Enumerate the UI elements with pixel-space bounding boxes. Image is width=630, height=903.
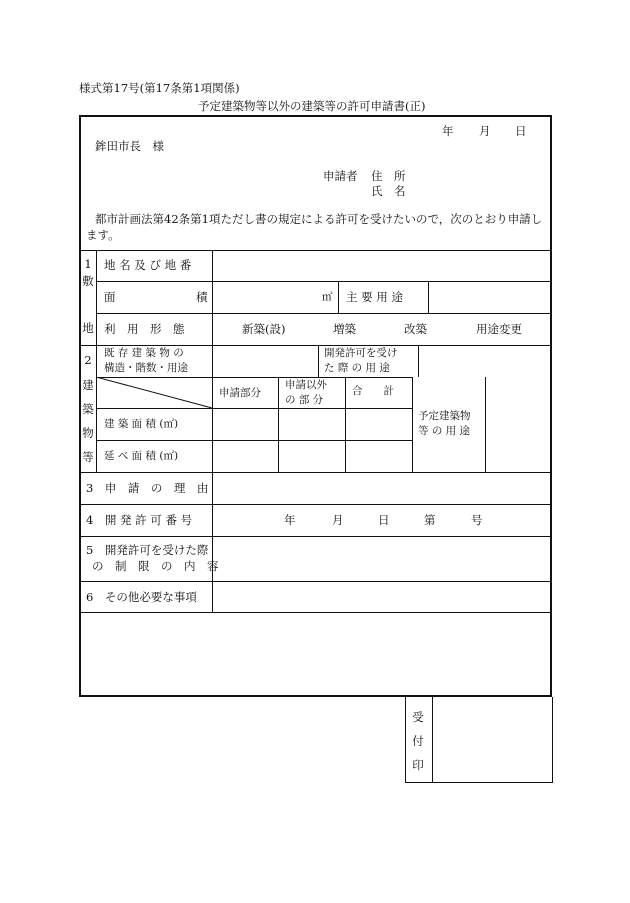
applicant-name-label: 氏 名 xyxy=(371,184,406,198)
rule-row6 xyxy=(80,581,552,582)
rule-building-3 xyxy=(96,440,413,441)
rule-vert-col4 xyxy=(412,377,413,472)
date-month: 月 xyxy=(479,124,491,138)
planned-use-1: 予定建築物 xyxy=(418,410,471,422)
use-option-new: 新築(設) xyxy=(242,322,286,336)
permit-number-label: 4 開 発 許 可 番 号 xyxy=(86,513,193,527)
addressee: 鉾田市長 様 xyxy=(95,139,164,153)
building-number: 2 xyxy=(84,353,92,367)
rule-stamp xyxy=(432,697,433,783)
rule-site-1 xyxy=(96,281,552,282)
stamp-char-1: 受 xyxy=(412,710,424,724)
area-label-a: 面 xyxy=(104,290,116,304)
statement-line2: ます。 xyxy=(86,228,120,242)
rule-vert-col3 xyxy=(345,377,346,472)
permit-dai: 第 xyxy=(424,513,436,527)
col-applied: 申請部分 xyxy=(219,387,261,399)
area-unit: ㎡ xyxy=(322,291,333,303)
applicant-label: 申請者 xyxy=(323,169,358,183)
col-total: 合 計 xyxy=(352,385,394,397)
rule-building-top xyxy=(80,345,552,346)
rule-row4 xyxy=(80,504,552,505)
reason-label: 3 申 請 の 理 由 xyxy=(86,481,209,495)
rule-row3 xyxy=(80,472,552,473)
dev-use-label-1: 開発許可を受け xyxy=(324,347,398,359)
site-number: 1 xyxy=(84,257,92,271)
rule-site-top xyxy=(80,250,552,251)
rule-vert-col2 xyxy=(278,377,279,472)
col-other-1: 申請以外 xyxy=(285,379,327,391)
use-option-rebuild: 改築 xyxy=(404,322,427,336)
diagonal-slash xyxy=(96,377,213,409)
applicant-address-label: 住 所 xyxy=(371,169,406,183)
permit-year: 年 xyxy=(284,513,296,527)
reception-stamp-box xyxy=(405,697,553,783)
rule-vert-label xyxy=(212,250,213,612)
use-option-extend: 増築 xyxy=(333,322,356,336)
rule-site-2 xyxy=(96,313,552,314)
building-char-2: 築 xyxy=(82,402,94,416)
permit-month: 月 xyxy=(332,513,344,527)
building-char-4: 等 xyxy=(82,450,94,464)
form-title: 予定建築物等以外の建築等の許可申請書(正) xyxy=(198,99,426,113)
site-char-1: 敷 xyxy=(82,274,94,288)
building-char-3: 物 xyxy=(82,426,94,440)
form-number: 様式第17号(第17条第1項関係) xyxy=(79,81,240,95)
building-area-label: 建 築 面 積 (㎡) xyxy=(104,418,179,430)
date-year: 年 xyxy=(442,124,454,138)
planned-use-2: 等 の 用 途 xyxy=(418,425,471,437)
zoning-label: 主 要 用 途 xyxy=(346,290,403,304)
existing-label-1: 既 存 建 築 物 の xyxy=(104,347,184,359)
rule-vert-zoning xyxy=(428,281,429,313)
permit-go: 号 xyxy=(471,513,483,527)
building-char-1: 建 xyxy=(82,378,94,392)
other-items-label: 6 その他必要な事項 xyxy=(86,590,197,604)
col-other-2: の 部 分 xyxy=(285,394,324,406)
rule-vert-section xyxy=(96,250,97,472)
rule-vert-area xyxy=(338,281,339,313)
stamp-char-2: 付 xyxy=(412,734,424,748)
permit-day: 日 xyxy=(378,513,390,527)
use-option-change: 用途変更 xyxy=(476,322,522,336)
use-label: 利 用 形 態 xyxy=(104,322,185,336)
existing-label-2: 構造・階数・用途 xyxy=(104,362,188,374)
floor-area-label: 延 べ 面 積 (㎡) xyxy=(104,450,179,462)
location-label: 地 名 及 び 地 番 xyxy=(104,258,192,272)
restriction-label-1: 5 開発許可を受けた際 xyxy=(86,543,209,557)
area-label-b: 積 xyxy=(196,290,208,304)
statement-line1: 都市計画法第42条第1項ただし書の規定による許可を受けたいので，次のとおり申請し xyxy=(95,212,543,226)
rule-row5 xyxy=(80,536,552,537)
rule-vert-dev xyxy=(418,345,419,377)
rule-vert-existing xyxy=(318,345,319,377)
dev-use-label-2: た 際 の 用 途 xyxy=(324,362,390,374)
site-char-2: 地 xyxy=(82,321,94,335)
restriction-label-2: の 制 限 の 内 容 xyxy=(92,559,219,573)
rule-row6-bottom xyxy=(80,612,552,613)
rule-vert-col5 xyxy=(485,377,486,472)
stamp-char-3: 印 xyxy=(412,758,424,772)
date-day: 日 xyxy=(515,124,527,138)
